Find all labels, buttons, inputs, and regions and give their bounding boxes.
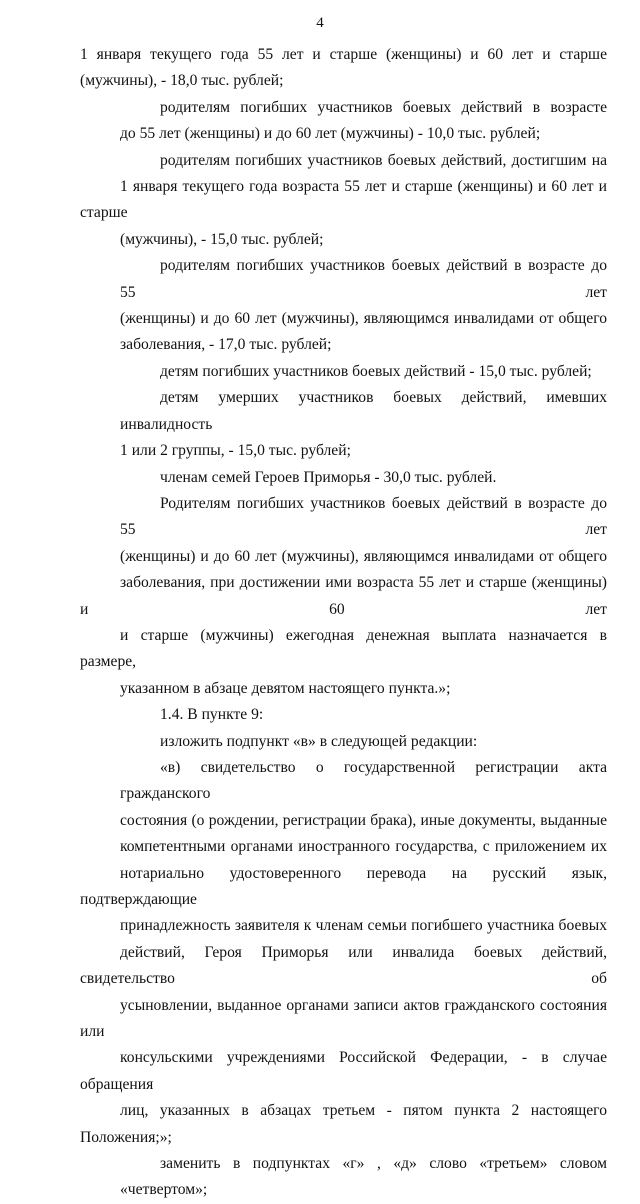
text-line: родителям погибших участников боевых действий, достигшим на	[160, 151, 607, 169]
text-line: усыновлении, выданное органами записи актов гражданского состояния или	[80, 996, 607, 1041]
document-body	[80, 42, 607, 1204]
text-line: консульскими учреждениями Российской Федерации, - в случае обращения	[80, 1049, 607, 1093]
paragraph-11	[80, 755, 607, 1151]
paragraph-1	[80, 42, 607, 95]
text-line: членам семей Героев Приморья - 30,0 тыс. рублей.	[160, 468, 497, 486]
text-line: «в) свидетельство о государственной регистрации акта гражданского	[120, 758, 607, 803]
text-line: (женщины) и до 60 лет (мужчины), являющимся инвалидами от общего	[120, 310, 607, 328]
page-number: 4	[316, 15, 324, 31]
text-line: 1 января текущего года возраста 55 лет и старше (женщины) и 60 лет и старше	[80, 178, 607, 222]
text-line: компетентными органами иностранного государства, с приложением их	[120, 838, 607, 856]
text-line: заболевания, при достижении ими возраста 55 лет и старше (женщины) и 60 лет	[80, 574, 607, 618]
text-line: родителям погибших участников боевых действий в возрасте до 55 лет	[120, 257, 607, 301]
paragraph-4	[80, 253, 607, 359]
text-line: 1.4. В пункте 9:	[160, 706, 264, 724]
text-line: детям погибших участников боевых действий - 15,0 тыс. рублей;	[160, 362, 592, 380]
text-line: состояния (о рождении, регистрации брака), иные документы, выданные	[120, 811, 607, 829]
text-line: до 55 лет (женщины) и до 60 лет (мужчины) - 10,0 тыс. рублей;	[120, 125, 541, 143]
text-line: детям умерших участников боевых действий, имевших инвалидность	[120, 389, 607, 433]
paragraph-10	[80, 729, 607, 755]
text-line: 1 января текущего года 55 лет и старше (женщины) и 60 лет и старше	[80, 46, 607, 63]
paragraph-5	[80, 359, 607, 385]
text-line: действий, Героя Приморья или инвалида боевых действий, свидетельство об	[80, 943, 607, 988]
paragraph-6	[80, 385, 607, 464]
text-line: родителям погибших участников боевых действий в возрасте	[160, 98, 607, 116]
text-line: 1 или 2 группы, - 15,0 тыс. рублей;	[120, 442, 351, 460]
paragraph-9	[80, 702, 607, 728]
text-line: заменить в подпунктах «г» , «д» слово «третьем» словом «четвертом»;	[120, 1155, 607, 1199]
paragraph-12	[80, 1151, 607, 1204]
text-line: принадлежность заявителя к членам семьи погибшего участника боевых	[120, 917, 607, 935]
text-line: изложить подпункт «в» в следующей редакции:	[160, 732, 478, 750]
text-line: нотариально удостоверенного перевода на русский язык, подтверждающие	[80, 864, 607, 908]
paragraph-8	[80, 491, 607, 702]
paragraph-7	[80, 465, 607, 491]
text-line: Родителям погибших участников боевых действий в возрасте до 55 лет	[120, 494, 607, 539]
text-line: и старше (мужчины) ежегодная денежная выплата назначается в размере,	[80, 626, 607, 671]
paragraph-3	[80, 148, 607, 254]
text-line: заболевания, - 17,0 тыс. рублей;	[120, 336, 332, 354]
paragraph-2	[80, 95, 607, 148]
text-line: указанном в абзаце девятом настоящего пункта.»;	[120, 679, 451, 697]
text-line: (женщины) и до 60 лет (мужчины), являющимся инвалидами от общего	[120, 547, 607, 565]
text-line: (мужчины), - 18,0 тыс. рублей;	[80, 72, 284, 90]
text-line: (мужчины), - 15,0 тыс. рублей;	[120, 230, 324, 248]
text-line: лиц, указанных в абзацах третьем - пятом пункта 2 настоящего Положения;»;	[80, 1102, 607, 1146]
